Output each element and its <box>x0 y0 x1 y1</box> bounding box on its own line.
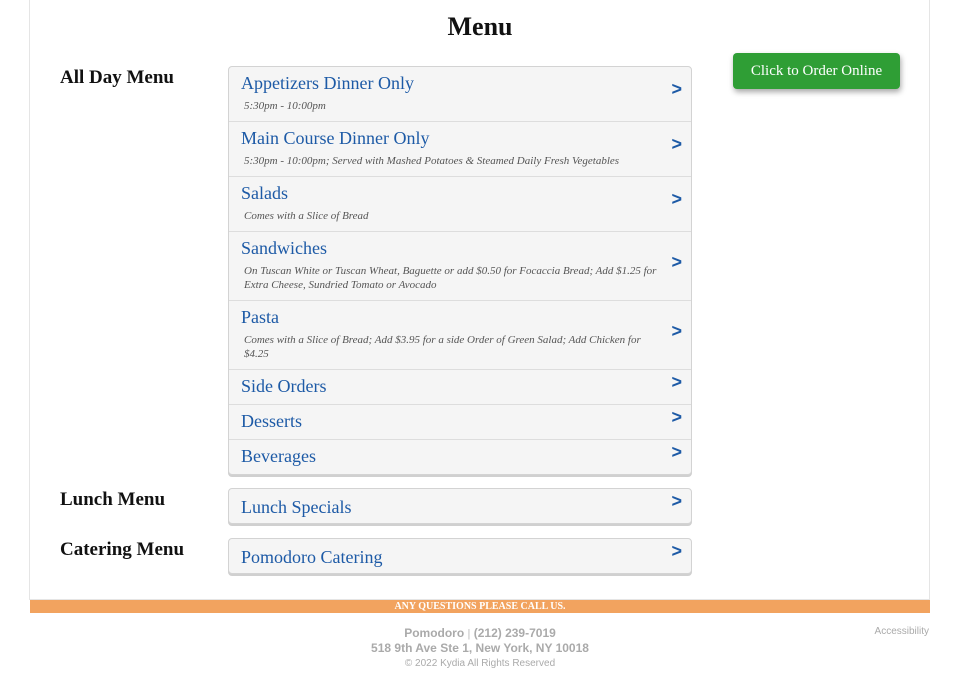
menu-item-name[interactable]: Pomodoro Catering <box>241 547 383 567</box>
menu-item-desc: On Tuscan White or Tuscan Wheat, Baguette or add $0.50 for Focaccia Bread; Add $1.25 for Extra Cheese, Sundried Tomato or Avocado <box>244 265 657 291</box>
chevron-right-icon[interactable]: > <box>671 407 682 427</box>
footer-brand-link[interactable]: Kydia <box>440 658 466 669</box>
all-day-menu-list <box>228 66 692 475</box>
chevron-right-icon[interactable]: > <box>671 252 682 272</box>
menu-item-name[interactable]: Appetizers Dinner Only <box>241 73 414 93</box>
menu-item-name[interactable]: Lunch Specials <box>241 497 352 517</box>
menu-item-side-orders[interactable] <box>229 370 691 405</box>
section-label-lunch: Lunch Menu <box>60 489 166 510</box>
chevron-right-icon[interactable]: > <box>671 541 682 561</box>
menu-item-name[interactable]: Salads <box>241 183 288 203</box>
catering-menu-list <box>228 538 692 574</box>
menu-item-desc: 5:30pm - 10:00pm; Served with Mashed Potatoes & Steamed Daily Fresh Vegetables <box>244 155 620 167</box>
menu-item-name[interactable]: Side Orders <box>241 376 327 396</box>
menu-item-pomodoro-catering[interactable] <box>229 539 691 573</box>
lunch-menu-list <box>228 488 692 524</box>
chevron-right-icon[interactable]: > <box>671 189 682 209</box>
footer-address: 518 9th Ave Ste 1, New York, NY 10018 <box>371 641 589 655</box>
chevron-right-icon[interactable]: > <box>671 79 682 99</box>
footer-rights: All Rights Reserved <box>467 658 556 669</box>
menu-item-name[interactable]: Beverages <box>241 446 316 466</box>
accessibility-link[interactable]: Accessibility <box>874 626 929 637</box>
menu-item-salads[interactable] <box>229 177 691 232</box>
menu-item-name[interactable]: Sandwiches <box>241 238 327 258</box>
page-title: Menu <box>447 12 513 41</box>
chevron-right-icon[interactable]: > <box>671 491 682 511</box>
menu-item-name[interactable]: Main Course Dinner Only <box>241 128 430 148</box>
menu-item-desserts[interactable] <box>229 405 691 440</box>
menu-item-name[interactable]: Pasta <box>241 307 279 327</box>
menu-item-sandwiches[interactable] <box>229 232 691 301</box>
call-us-banner: ANY QUESTIONS PLEASE CALL US. <box>30 600 930 613</box>
menu-item-pasta[interactable] <box>229 301 691 370</box>
menu-item-main-course[interactable] <box>229 122 691 177</box>
order-online-button[interactable]: Click to Order Online <box>733 53 900 89</box>
chevron-right-icon[interactable]: > <box>671 442 682 462</box>
menu-item-appetizers[interactable] <box>229 67 691 122</box>
section-label-catering: Catering Menu <box>60 539 185 560</box>
footer-separator: | <box>467 628 471 640</box>
chevron-right-icon[interactable]: > <box>671 134 682 154</box>
menu-item-lunch-specials[interactable] <box>229 489 691 523</box>
menu-item-desc: Comes with a Slice of Bread <box>244 210 369 222</box>
footer <box>0 626 960 671</box>
footer-phone-link[interactable]: (212) 239-7019 <box>473 626 556 640</box>
chevron-right-icon[interactable]: > <box>671 321 682 341</box>
menu-item-beverages[interactable] <box>229 440 691 474</box>
menu-item-desc: Comes with a Slice of Bread; Add $3.95 for a side Order of Green Salad; Add Chicken for $4.25 <box>244 334 641 360</box>
menu-item-name[interactable]: Desserts <box>241 411 302 431</box>
footer-restaurant-name: Pomodoro <box>404 626 465 640</box>
menu-item-desc: 5:30pm - 10:00pm <box>244 100 326 112</box>
section-label-all-day: All Day Menu <box>60 67 174 88</box>
footer-copyright: © 2022 <box>404 658 438 669</box>
chevron-right-icon[interactable]: > <box>671 372 682 392</box>
